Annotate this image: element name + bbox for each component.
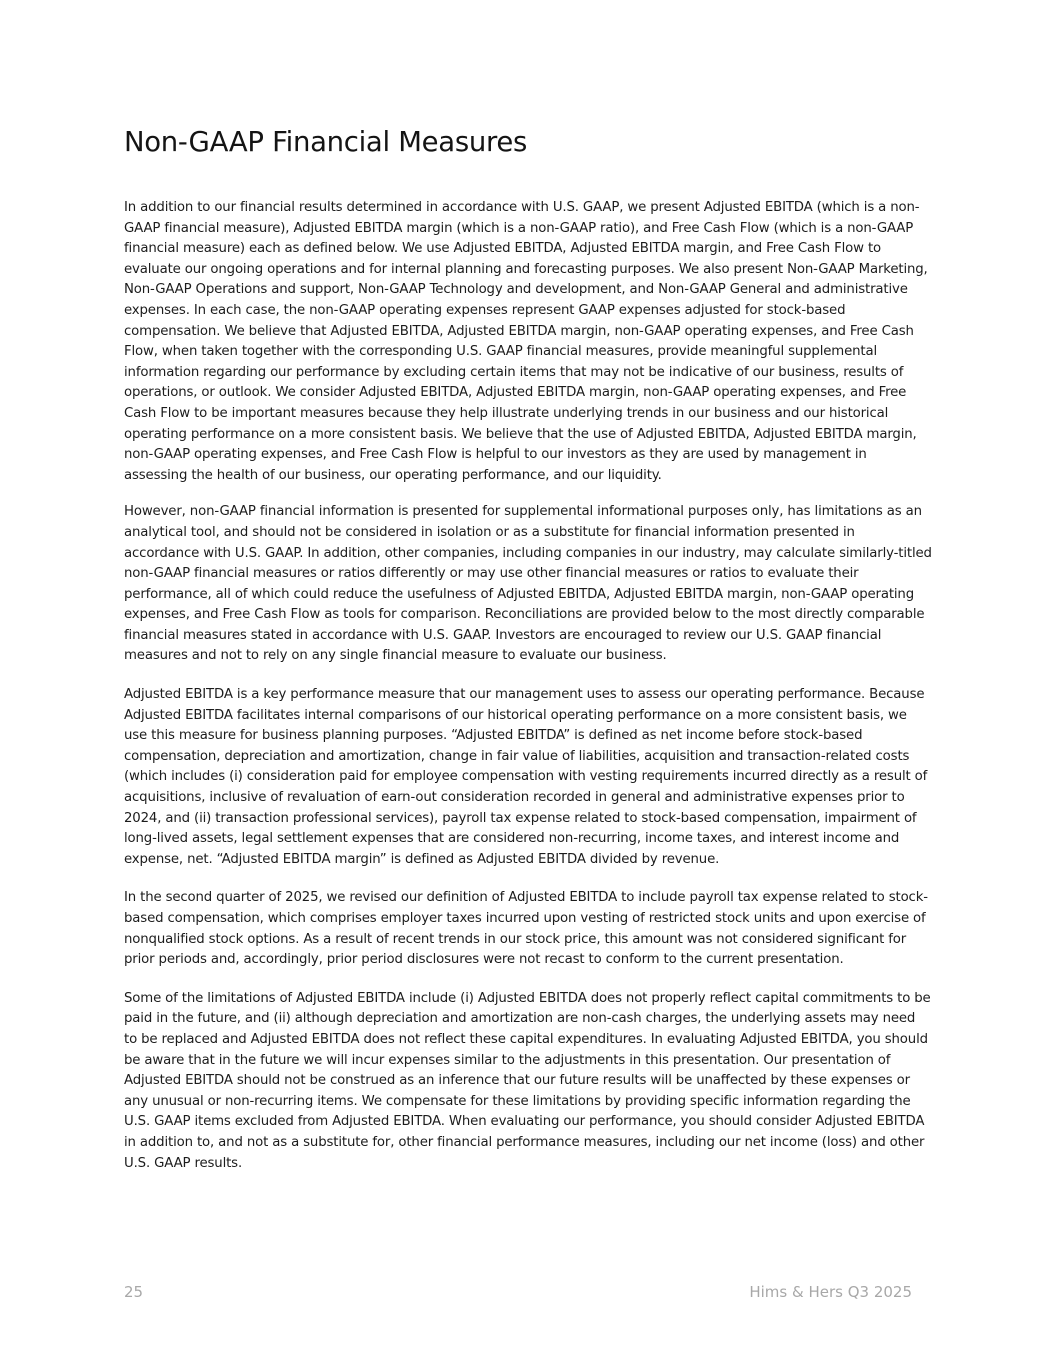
page-title: Non-GAAP Financial Measures bbox=[124, 126, 528, 158]
paragraph-definition-revision: In the second quarter of 2025, we revised our definition of Adjusted EBITDA to include payroll tax expense related to stock-based compensation, which comprises employer taxes incurred upon vesting of restricted stock units and upon exercise of nonqualified stock options. As a result of recent trends in our stock price, this amount was not considered significant for prior periods and, accordingly, prior period disclosures were not recast to conform to the current presentation. bbox=[124, 890, 928, 968]
body-text bbox=[124, 198, 932, 1174]
paragraph-non-gaap-intro: In addition to our financial results determined in accordance with U.S. GAAP, we present Adjusted EBITDA (which is a non-GAAP financial measure), Adjusted EBITDA margin (which is a non-GAAP ratio), and Free Cash Flow (which is a non-GAAP financial measure) each as defined below. We use Adjusted EBITDA, Adjusted EBITDA margin, and Free Cash Flow to evaluate our ongoing operations and for internal planning and forecasting purposes. We also present Non-GAAP Marketing, Non-GAAP Operations and support, Non-GAAP Technology and development, and Non-GAAP General and administrative expenses. In each case, the non-GAAP operating expenses represent GAAP expenses adjusted for stock-based compensation. We believe that Adjusted EBITDA, Adjusted EBITDA margin, non-GAAP operating expenses, and Free Cash Flow, when taken together with the corresponding U.S. GAAP financial measures, provide meaningful supplemental information regarding our performance by excluding certain items that may not be indicative of our business, results of operations, or outlook. We consider Adjusted EBITDA, Adjusted EBITDA margin, non-GAAP operating expenses, and Free Cash Flow to be important measures because they help illustrate underlying trends in our business and our historical operating performance on a more consistent basis. We believe that the use of Adjusted EBITDA, Adjusted EBITDA margin, non-GAAP operating expenses, and Free Cash Flow is helpful to our investors as they are used by management in assessing the health of our business, our operating performance, and our liquidity. bbox=[124, 200, 928, 483]
footer-brand: Hims & Hers Q3 2025 bbox=[749, 1283, 912, 1301]
paragraph-limitations-general: However, non-GAAP financial information is presented for supplemental informational purposes only, has limitations as an analytical tool, and should not be considered in isolation or as a substitute for financial information presented in accordance with U.S. GAAP. In addition, other companies, including companies in our industry, may calculate similarly-titled non-GAAP financial measures or ratios differently or may use other financial measures or ratios to evaluate their performance, all of which could reduce the usefulness of Adjusted EBITDA, Adjusted EBITDA margin, non-GAAP operating expenses, and Free Cash Flow as tools for comparison. Reconciliations are provided below to the most directly comparable financial measures stated in accordance with U.S. GAAP. Investors are encouraged to review our U.S. GAAP financial measures and not to rely on any single financial measure to evaluate our business. bbox=[124, 504, 932, 664]
page-number: 25 bbox=[124, 1283, 144, 1301]
paragraph-adjusted-ebitda-limitations: Some of the limitations of Adjusted EBITDA include (i) Adjusted EBITDA does not properly reflect capital commitments to be paid in the future, and (ii) although depreciation and amortization are non-cash charges, the underlying assets may need to be replaced and Adjusted EBITDA does not reflect these capital expenditures. In evaluating Adjusted EBITDA, you should be aware that in the future we will incur expenses similar to the adjustments in this presentation. Our presentation of Adjusted EBITDA should not be construed as an inference that our future results will be unaffected by these expenses or any unusual or non-recurring items. We compensate for these limitations by providing specific information regarding the U.S. GAAP items excluded from Adjusted EBITDA. When evaluating our performance, you should consider Adjusted EBITDA in addition to, and not as a substitute for, other financial performance measures, including our net income (loss) and other U.S. GAAP results. bbox=[124, 990, 931, 1171]
paragraph-adjusted-ebitda-definition: Adjusted EBITDA is a key performance measure that our management uses to assess our operating performance. Because Adjusted EBITDA facilitates internal comparisons of our historical operating performance on a more consistent basis, we use this measure for business planning purposes. “Adjusted EBITDA” is defined as net income before stock-based compensation, depreciation and amortization, change in fair value of liabilities, acquisition and transaction-related costs (which includes (i) consideration paid for employee compensation with vesting requirements incurred directly as a result of acquisitions, inclusive of revaluation of earn-out consideration recorded in general and administrative expenses prior to 2024, and (ii) transaction professional services), payroll tax expense related to stock-based compensation, impairment of long-lived assets, legal settlement expenses that are considered non-recurring, income taxes, and interest income and expense, net. “Adjusted EBITDA margin” is defined as Adjusted EBITDA divided by revenue. bbox=[124, 687, 928, 867]
